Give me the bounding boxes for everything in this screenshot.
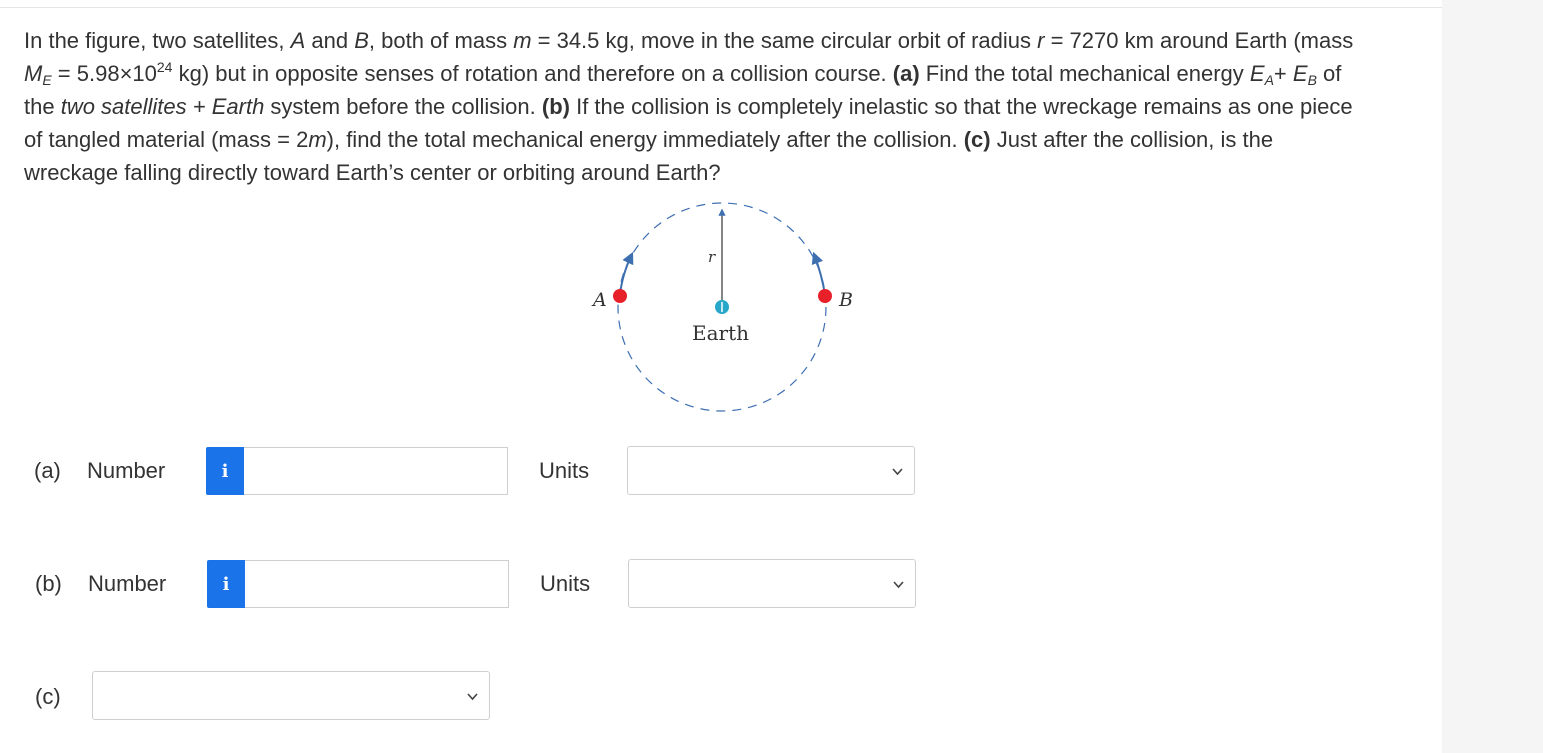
satellite-a [613,289,627,303]
part-a-number-input[interactable] [244,447,508,495]
part-c-label: (c) [35,684,61,709]
question-text: In the figure, two satellites, A and B, both of mass m = 34.5 kg, move in the same circular orbit of radius r = 7270 km around Earth (mass $M_E = 5.98\times 10^{24}$ kg) but in opposite senses of rotation and therefore on a collision course. (a) Find the total mechanical energy $E_A+ E_B$ of the two satellites + Earth system before the collision. (b) If the collision is completely inelastic so that the wreckage remains as one piece of tangled material (mass = 2m), find the total mechanical energy immediately after the collision. (c) Just after the collision, is the wreckage falling directly toward Earth’s center or orbiting around Earth? [24,28,1354,185]
satellite-a-label: A [593,289,607,311]
part-b-info-button[interactable] [207,560,245,608]
satellite-b [818,289,832,303]
chevron-down-icon [466,690,479,703]
velocity-arrow-b [814,254,825,295]
part-a-units-select[interactable] [627,446,915,495]
velocity-arrow-a [620,254,632,295]
part-b-number-input[interactable] [245,560,509,608]
info-icon: i [222,573,230,595]
chevron-down-icon [891,465,904,478]
part-a-info-button[interactable] [206,447,244,495]
part-a-number-label: Number [87,458,166,483]
chevron-down-icon [892,578,905,591]
part-c-answer-select[interactable] [92,671,490,720]
part-b-units-label: Units [540,571,591,596]
radius-label: r [708,248,716,266]
part-a-label: (a) [34,458,61,483]
info-icon: i [221,460,229,482]
part-b-number-label: Number [88,571,167,596]
part-a-units-label: Units [539,458,590,483]
earth-label: Earth [692,321,750,345]
part-b-label: (b) [35,571,62,596]
part-b-units-select[interactable] [628,559,916,608]
satellite-b-label: B [839,289,853,311]
